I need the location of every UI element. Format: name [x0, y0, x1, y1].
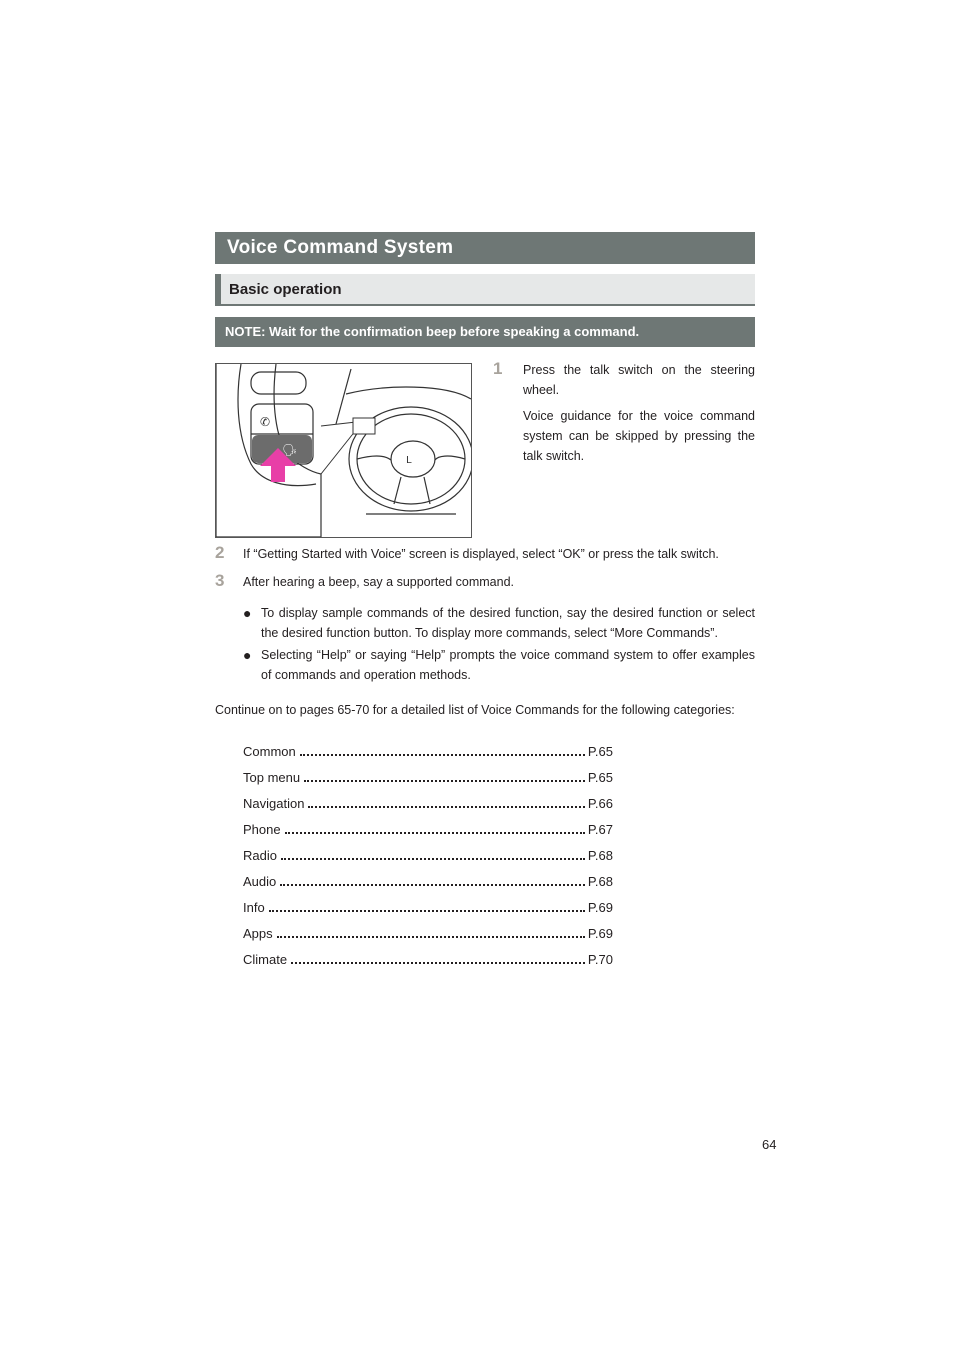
toc-row[interactable]: Common P.65 [243, 744, 613, 759]
list-item: ● Selecting “Help” or saying “Help” prompts the voice command system to offer examples of commands and operation methods. [243, 647, 755, 682]
step-number: 1 [493, 359, 503, 378]
subsection-title: Basic operation [215, 274, 755, 306]
talk-icon: 🗣 [282, 443, 298, 457]
phone-icon: ✆ [260, 415, 271, 429]
step-subtext: Voice guidance for the voice command system can be skipped by pressing the talk switch. [523, 409, 755, 463]
page-number: 64 [762, 1137, 777, 1152]
lexus-logo: L [406, 455, 412, 466]
steering-wheel-figure [215, 363, 472, 538]
continue-paragraph: Continue on to pages 65-70 for a detailed list of Voice Commands for the following categories: [215, 703, 735, 717]
toc-row[interactable]: Apps P.69 [243, 926, 613, 941]
toc-row[interactable]: Radio P.68 [243, 848, 613, 863]
step-text: Press the talk switch on the steering wheel. [523, 363, 755, 397]
step-text: After hearing a beep, say a supported command. [243, 575, 514, 589]
toc-row[interactable]: Climate P.70 [243, 952, 613, 967]
step-2 [215, 544, 755, 564]
toc-row[interactable]: Audio P.68 [243, 874, 613, 889]
toc-row[interactable]: Phone P.67 [243, 822, 613, 837]
step-number: 2 [215, 543, 225, 562]
section-title: Voice Command System [215, 232, 755, 264]
step-1 [493, 360, 755, 466]
step-text: If “Getting Started with Voice” screen is displayed, select “OK” or press the talk switch. [243, 547, 719, 561]
step-number: 3 [215, 571, 225, 590]
bullet-icon: ● [243, 605, 252, 621]
bullet-list [243, 603, 755, 687]
toc-row[interactable]: Info P.69 [243, 900, 613, 915]
step-3 [215, 572, 755, 592]
steering-wheel-illustration [216, 364, 471, 537]
bullet-icon: ● [243, 647, 252, 663]
category-list [243, 744, 613, 978]
toc-row[interactable]: Navigation P.66 [243, 796, 613, 811]
toc-row[interactable]: Top menu P.65 [243, 770, 613, 785]
list-item: ● To display sample commands of the desired function, say the desired function or select the desired function button. To display more commands, select “More Commands”. [243, 605, 755, 640]
note-banner: NOTE: Wait for the confirmation beep before speaking a command. [215, 317, 755, 347]
